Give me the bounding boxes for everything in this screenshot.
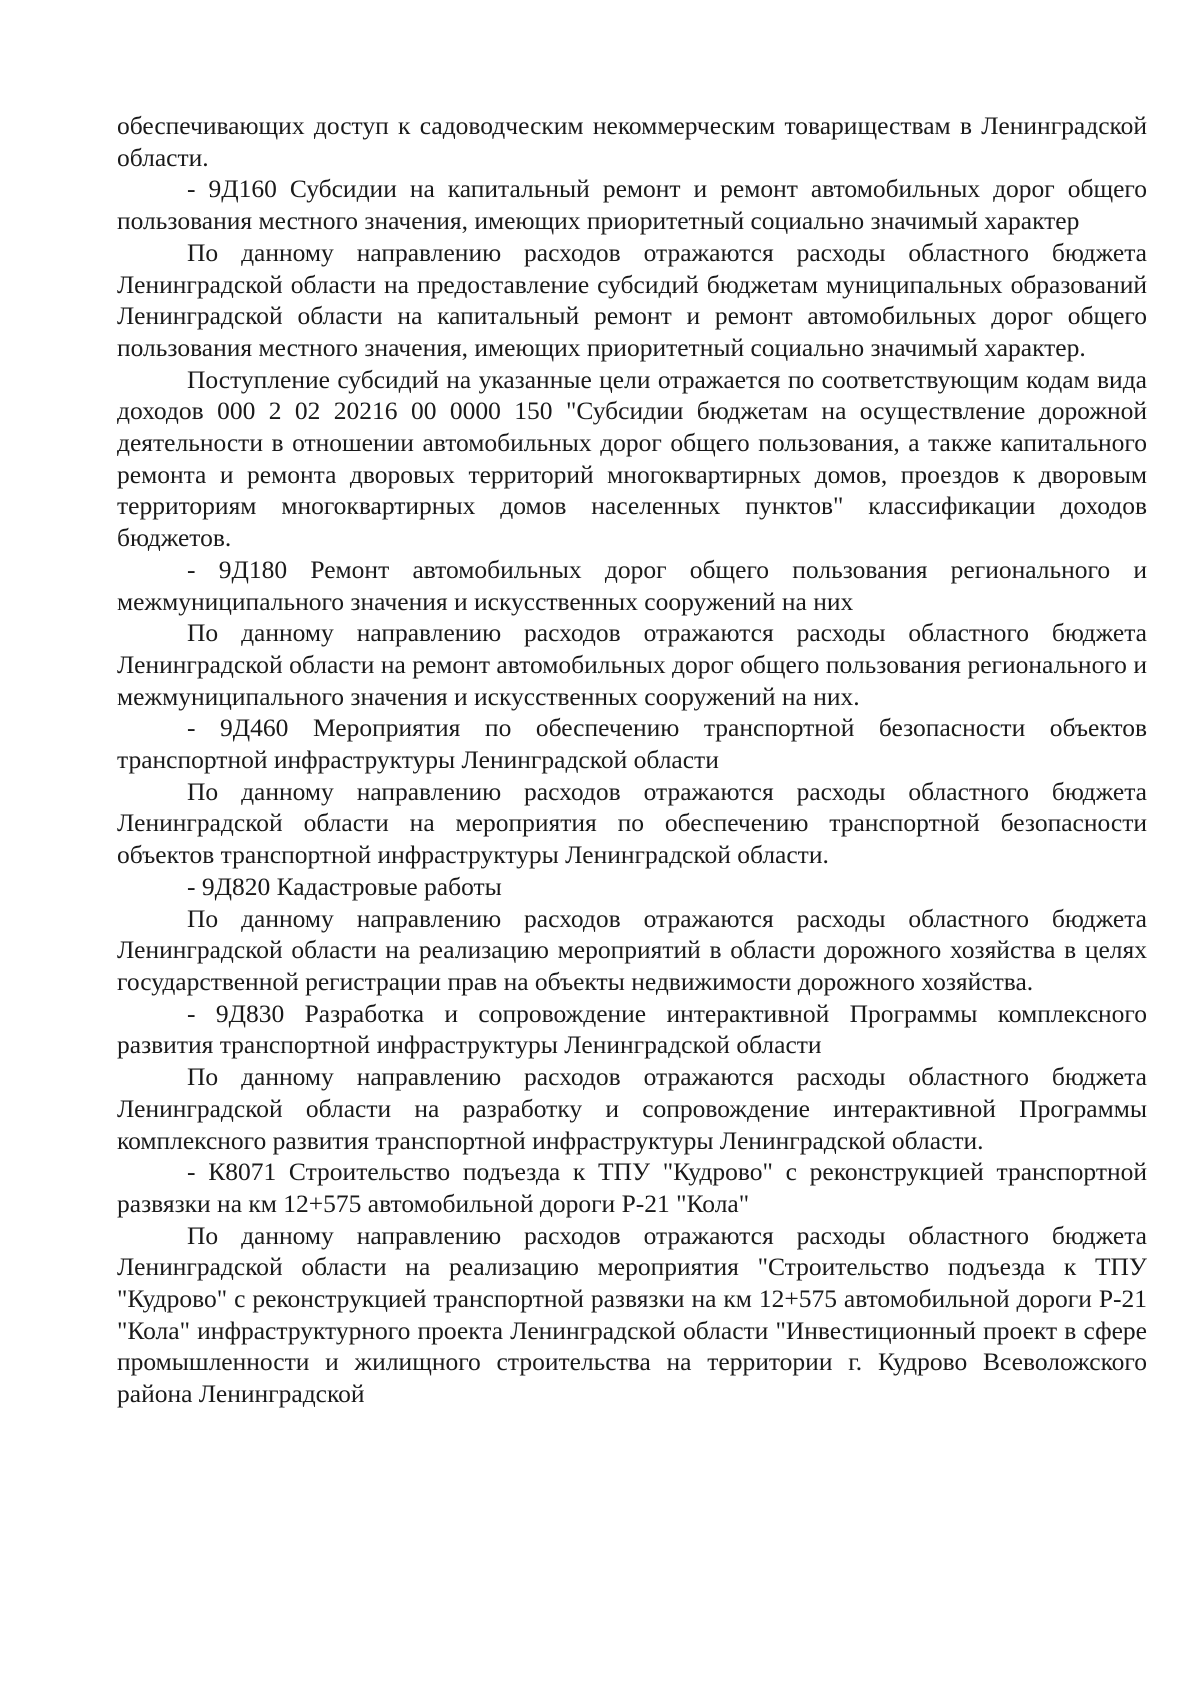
paragraph-9d180-description: По данному направлению расходов отражаются расходы областного бюджета Ленинградской области на ремонт автомобильных дорог общего пользования регионального и межмуниципального значения и искусственных сооружений на них. — [117, 618, 1147, 711]
paragraph-9d160-income-codes: Поступление субсидий на указанные цели отражается по соответствующим кодам вида доходов 000 2 02 20216 00 0000 150 "Субсидии бюджетам на осуществление дорожной деятельности в отношении автомобильных дорог общего пользования, а также капитального ремонта и ремонта дворовых территорий многоквартирных домов, проездов к дворовым территориям многоквартирных домов населенных пунктов" классификации доходов бюджетов. — [117, 364, 1147, 553]
paragraph-k8071-description: По данному направлению расходов отражаются расходы областного бюджета Ленинградской области на реализацию мероприятия "Строительство подъезда к ТПУ "Кудрово" с реконструкцией транспортной развязки на км 12+575 автомобильной дороги Р-21 "Кола" инфраструктурного проекта Ленинградской области "Инвестиционный проект в сфере промышленности и жилищного строительства на территории г. Кудрово Всеволожского района Ленинградской — [117, 1220, 1147, 1409]
item-heading-9d460: - 9Д460 Мероприятия по обеспечению транспортной безопасности объектов транспортной инфраструктуры Ленинградской области — [117, 713, 1147, 775]
paragraph-continuation: обеспечивающих доступ к садоводческим некоммерческим товариществам в Ленинградской области. — [117, 111, 1147, 172]
item-heading-9d160: - 9Д160 Субсидии на капитальный ремонт и ремонт автомобильных дорог общего пользования местного значения, имеющих приоритетный социально значимый характер — [117, 174, 1147, 236]
item-heading-9d830: - 9Д830 Разработка и сопровождение интерактивной Программы комплексного развития транспортной инфраструктуры Ленинградской области — [117, 998, 1147, 1060]
paragraph-9d820-description: По данному направлению расходов отражаются расходы областного бюджета Ленинградской области на реализацию мероприятий в области дорожного хозяйства в целях государственной регистрации прав на объекты недвижимости дорожного хозяйства. — [117, 903, 1147, 996]
document-page — [117, 110, 1147, 1410]
paragraph-9d830-description: По данному направлению расходов отражаются расходы областного бюджета Ленинградской области на разработку и сопровождение интерактивной Программы комплексного развития транспортной инфраструктуры Ленинградской области. — [117, 1062, 1147, 1155]
item-heading-9d820: - 9Д820 Кадастровые работы — [187, 871, 502, 901]
item-heading-9d180: - 9Д180 Ремонт автомобильных дорог общего пользования регионального и межмуниципального значения и искусственных сооружений на них — [117, 554, 1147, 616]
item-heading-k8071: - К8071 Строительство подъезда к ТПУ "Кудрово" с реконструкцией транспортной развязки на км 12+575 автомобильной дороги Р-21 "Кола" — [117, 1157, 1147, 1218]
paragraph-9d160-description: По данному направлению расходов отражаются расходы областного бюджета Ленинградской области на предоставление субсидий бюджетам муниципальных образований Ленинградской области на капитальный ремонт и ремонт автомобильных дорог общего пользования местного значения, имеющих приоритетный социально значимый характер. — [117, 237, 1147, 362]
paragraph-9d460-description: По данному направлению расходов отражаются расходы областного бюджета Ленинградской области на мероприятия по обеспечению транспортной безопасности объектов транспортной инфраструктуры Ленинградской области. — [117, 776, 1147, 870]
